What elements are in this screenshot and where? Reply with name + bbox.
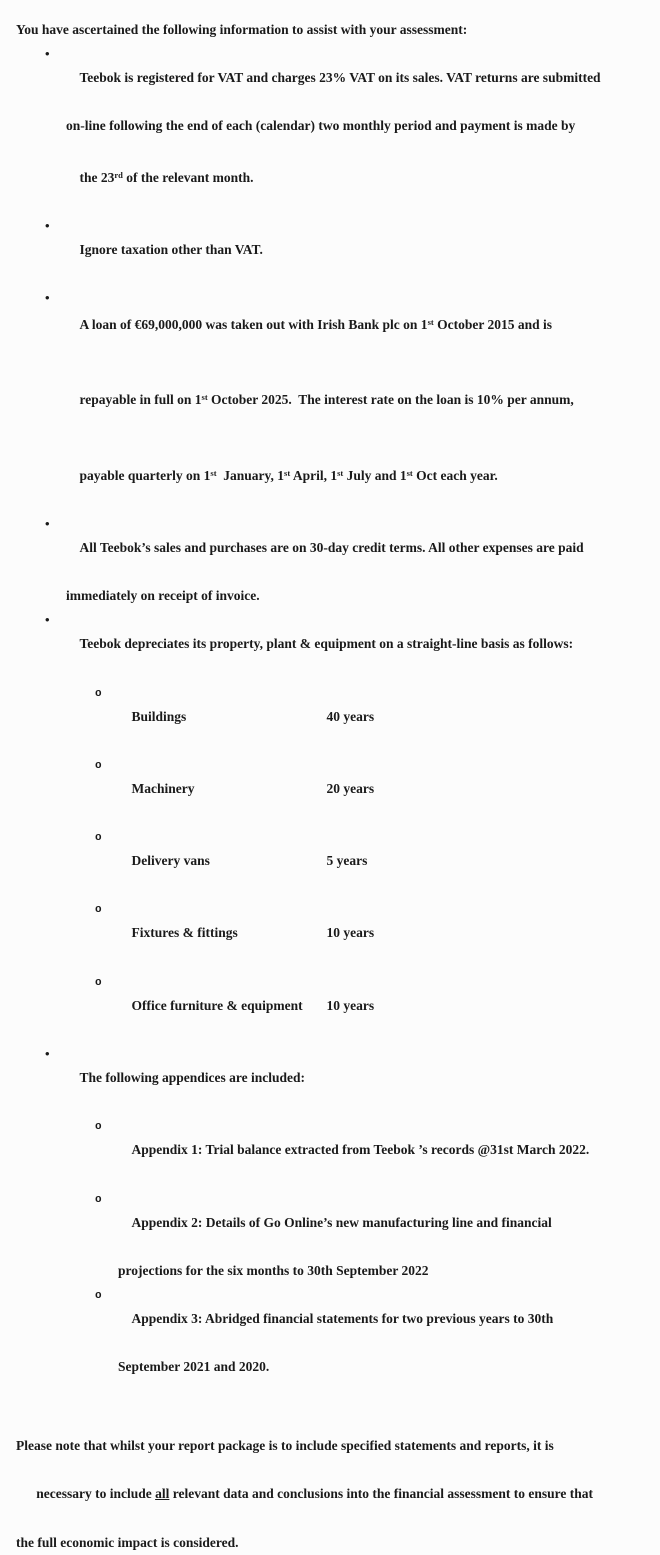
bullet-icon: •	[45, 290, 50, 306]
vat-line3-text: the 23	[79, 169, 115, 185]
depreciation-years: 40 years	[326, 708, 375, 724]
depreciation-row	[16, 681, 650, 753]
sub-bullet-icon: o	[95, 1121, 102, 1134]
closing-line1: Please note that whilst your report package is to include specified statements and reports, it is	[16, 1438, 554, 1454]
loan-line1-rest: October 2015 and is	[433, 317, 552, 333]
vat-line3-rest: of the relevant month.	[122, 169, 254, 185]
closing-line2-text: necessary to include	[36, 1486, 156, 1502]
depreciation-row	[16, 825, 650, 897]
intro-paragraph: You have ascertained the following information to assist with your assessment:	[16, 22, 468, 37]
bullet-depreciation	[16, 608, 650, 680]
closing-paragraph	[16, 1434, 650, 1554]
depreciation-label: Fixtures & fittings	[131, 925, 238, 941]
bullet-vat-line2: on-line following the end of each (calendar) two monthly period and payment is made by	[66, 118, 576, 134]
closing-line2	[16, 1458, 650, 1530]
ordinal-superscript: st	[337, 467, 344, 478]
bullet-vat	[16, 42, 650, 114]
sub-bullet-icon: o	[95, 1193, 102, 1206]
loan-line3-c: April, 1	[290, 467, 338, 483]
sub-bullet-icon: o	[95, 832, 102, 845]
appendix-3-line1: Appendix 3: Abridged financial statements for two previous years to 30th	[131, 1310, 554, 1326]
bullet-ignore-tax	[16, 214, 650, 286]
bullet-loan	[16, 286, 650, 361]
depreciation-row	[16, 753, 650, 825]
bullet-icon: •	[45, 217, 50, 233]
ordinal-superscript: st	[284, 467, 291, 478]
bullet-icon: •	[45, 1045, 50, 1061]
sub-bullet-icon: o	[95, 687, 102, 700]
sub-bullet-icon: o	[95, 1289, 102, 1302]
ordinal-superscript: st	[210, 467, 217, 478]
ignore-tax-text: Ignore taxation other than VAT.	[79, 241, 263, 257]
ordinal-superscript: st	[427, 317, 434, 328]
bullet-icon: •	[45, 515, 50, 531]
bullet-icon: •	[45, 612, 50, 628]
depreciation-label: Machinery	[131, 780, 195, 796]
appendix-2-line2: projections for the six months to 30th September 2022	[118, 1262, 429, 1278]
loan-line3-e: Oct each year.	[412, 467, 498, 483]
depreciation-years: 10 years	[326, 997, 375, 1013]
loan-line2-rest: October 2025. The interest rate on the loan is 10% per annum,	[207, 392, 574, 408]
bullet-vat-line3	[16, 138, 650, 213]
depreciation-years: 20 years	[326, 780, 375, 796]
appendix-2-line1: Appendix 2: Details of Go Online’s new manufacturing line and financial	[131, 1214, 552, 1230]
sub-bullet-icon: o	[95, 976, 102, 989]
ordinal-superscript: rd	[114, 169, 123, 180]
bullet-loan-line2	[16, 361, 650, 436]
appendix-item-3	[16, 1283, 650, 1355]
depreciation-row	[16, 897, 650, 969]
closing-line3: the full economic impact is considered.	[16, 1534, 239, 1550]
bullet-icon: •	[45, 46, 50, 62]
bullet-credit-terms	[16, 512, 650, 584]
bullet-loan-line3	[16, 437, 650, 512]
depreciation-years: 5 years	[326, 853, 368, 869]
appendix-item-2	[16, 1187, 650, 1259]
ordinal-superscript: st	[406, 467, 413, 478]
appendix-1-text: Appendix 1: Trial balance extracted from Teebok ’s records @31st March 2022.	[131, 1142, 590, 1158]
loan-line3-b: January, 1	[216, 467, 285, 483]
sub-bullet-icon: o	[95, 759, 102, 772]
bullet-vat-line1: Teebok is registered for VAT and charges 23% VAT on its sales. VAT returns are submitted	[79, 70, 601, 86]
depreciation-label: Buildings	[131, 708, 187, 724]
loan-line2-text: repayable in full on 1	[79, 392, 202, 408]
depreciation-label: Office furniture & equipment	[131, 997, 303, 1013]
depreciation-row	[16, 970, 650, 1042]
depreciation-years: 10 years	[326, 925, 375, 941]
closing-line2-rest: relevant data and conclusions into the financial assessment to ensure that	[169, 1486, 594, 1502]
appendix-item-1	[16, 1114, 650, 1186]
sub-bullet-icon: o	[95, 904, 102, 917]
bullet-credit-line2: immediately on receipt of invoice.	[66, 588, 260, 604]
bullet-appendices	[16, 1042, 650, 1114]
loan-line3-d: July and 1	[343, 467, 407, 483]
depreciation-label: Delivery vans	[131, 853, 210, 869]
appendices-heading: The following appendices are included:	[79, 1070, 306, 1086]
credit-line1-text: All Teebok’s sales and purchases are on 30-day credit terms. All other expenses are paid	[79, 539, 584, 555]
underlined-all: all	[155, 1486, 170, 1502]
ordinal-superscript: st	[201, 392, 208, 403]
loan-line3-a: payable quarterly on 1	[79, 467, 211, 483]
loan-line1-text: A loan of €69,000,000 was taken out with Irish Bank plc on 1	[79, 317, 428, 333]
depreciation-heading: Teebok depreciates its property, plant & equipment on a straight-line basis as follows:	[79, 636, 574, 652]
appendix-3-line2: September 2021 and 2020.	[118, 1359, 270, 1375]
